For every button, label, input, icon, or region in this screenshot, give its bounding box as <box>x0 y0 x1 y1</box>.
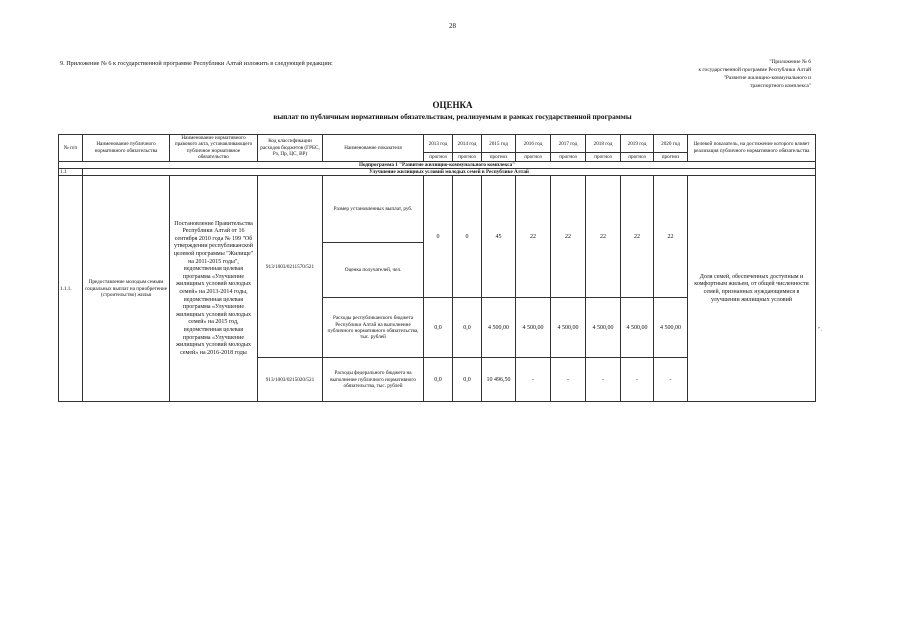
value-cell: 0,0 <box>453 358 482 402</box>
indicator-label: Размер установленных выплат, руб. <box>323 176 424 243</box>
target-indicator: Доля семей, обеспеченных доступным и комфортным жильем, от общей численности семей, признанных нуждающимися в улучшении жилищных условий <box>688 176 816 402</box>
header-kind: прогноз <box>453 153 482 161</box>
appendix-header <box>581 58 811 90</box>
indicator-label: Расходы федерального бюджета на выполнение публичного нормативного обязательства, тыс. рублей <box>323 358 424 402</box>
value-cell: 22 <box>516 176 551 298</box>
header-kind: прогноз <box>621 153 654 161</box>
value-cell: 4 500,00 <box>482 298 516 358</box>
value-cell: 4 500,00 <box>654 298 688 358</box>
header-year: 2015 год <box>482 135 516 153</box>
legal-act: Постановление Правительства Республики Алтай от 16 сентября 2010 года № 199 "Об утверждении республиканской целевой программы "Жилище" на 2011-2015 годы", ведомственная целевая программа «Улучшение жилищных условий молодых семей» на 2013-2014 годы, ведомственная целевая программа «Улучшение жилищных условий молодых семей» на 2015 год, ведомственная целевая программа «Улучшение жилищных условий молодых семей» на 2016-2018 годы <box>170 176 258 402</box>
value-cell: 0 <box>453 176 482 298</box>
header-kind: прогноз <box>424 153 453 161</box>
value-cell: 22 <box>551 176 586 298</box>
header-target: Целевой показатель, на достижение которого влияет реализация публичного нормативного обязательства <box>688 135 816 162</box>
header-year: 2013 год <box>424 135 453 153</box>
header-year: 2020 год <box>654 135 688 153</box>
header-year: 2019 год <box>621 135 654 153</box>
value-cell: - <box>654 358 688 402</box>
header-act: Наименование нормативного правового акта, устанавливающего публичное нормативное обязательство <box>170 135 258 162</box>
appendix-line: к государственной программе Республики Алтай <box>698 67 811 73</box>
task-row: Улучшение жилищных условий молодых семей в Республике Алтай <box>83 169 816 176</box>
value-cell: 4 500,00 <box>551 298 586 358</box>
header-year: 2014 год <box>453 135 482 153</box>
obligation-name: Предоставление молодым семьям социальных выплат на приобретение (строительство) жилья <box>83 176 170 402</box>
value-cell: 22 <box>621 176 654 298</box>
indicator-label: Оценка получателей, чел. <box>323 243 424 298</box>
header-indicator: Наименование показателя <box>323 135 424 162</box>
header-num: № п/п <box>59 135 83 162</box>
header-code: Код классификации расходов бюджетов (ГРБС, Рз, Пр, ЦС, ВР) <box>258 135 323 162</box>
header-name: Наименование публичного нормативного обязательства <box>83 135 170 162</box>
value-cell: 0,0 <box>453 298 482 358</box>
value-cell: - <box>621 358 654 402</box>
value-cell: 0,0 <box>424 298 453 358</box>
header-kind: прогноз <box>654 153 688 161</box>
value-cell: 10 496,50 <box>482 358 516 402</box>
value-cell: 4 500,00 <box>516 298 551 358</box>
value-cell: - <box>551 358 586 402</box>
document-title: ОЦЕНКА <box>432 100 473 110</box>
document-subtitle: выплат по публичным нормативным обязательствам, реализуемым в рамках государственной программы <box>273 112 632 121</box>
header-kind: прогноз <box>551 153 586 161</box>
value-cell: - <box>516 358 551 402</box>
value-cell: 0,0 <box>424 358 453 402</box>
value-cell: 22 <box>586 176 621 298</box>
budget-code: 913/1003/0215020/521 <box>258 358 323 402</box>
header-year: 2016 год <box>516 135 551 153</box>
budget-code: 913/1003/0211570/521 <box>258 176 323 358</box>
intro-text: 9. Приложение № 6 к государственной программе Республики Алтай изложить в следующей редакции: <box>60 60 333 67</box>
value-cell: 0 <box>424 176 453 298</box>
appendix-line: транспортного комплекса" <box>750 83 811 89</box>
header-year: 2017 год <box>551 135 586 153</box>
value-cell: 45 <box>482 176 516 298</box>
value-cell: - <box>586 358 621 402</box>
header-kind: прогноз <box>482 153 516 161</box>
payments-table <box>58 134 816 402</box>
header-kind: прогноз <box>586 153 621 161</box>
indicator-label: Расходы республиканского бюджета Республики Алтай на выполнение публичного нормативного обязательства, тыс. рублей <box>323 298 424 358</box>
subprogram-row: Подпрограмма 1 "Развитие жилищно-коммунального комплекса" <box>59 161 816 168</box>
header-kind: прогноз <box>516 153 551 161</box>
closing-quote: ". <box>818 327 822 333</box>
appendix-line: "Развитие жилищно-коммунального и <box>723 75 811 81</box>
row-number: 1.1 <box>59 169 83 176</box>
value-cell: 4 500,00 <box>621 298 654 358</box>
header-year: 2018 год <box>586 135 621 153</box>
row-number: 1.1.1. <box>59 176 83 402</box>
page-number: 28 <box>449 22 456 30</box>
appendix-line: "Приложение № 6 <box>769 59 811 65</box>
value-cell: 4 500,00 <box>586 298 621 358</box>
value-cell: 22 <box>654 176 688 298</box>
